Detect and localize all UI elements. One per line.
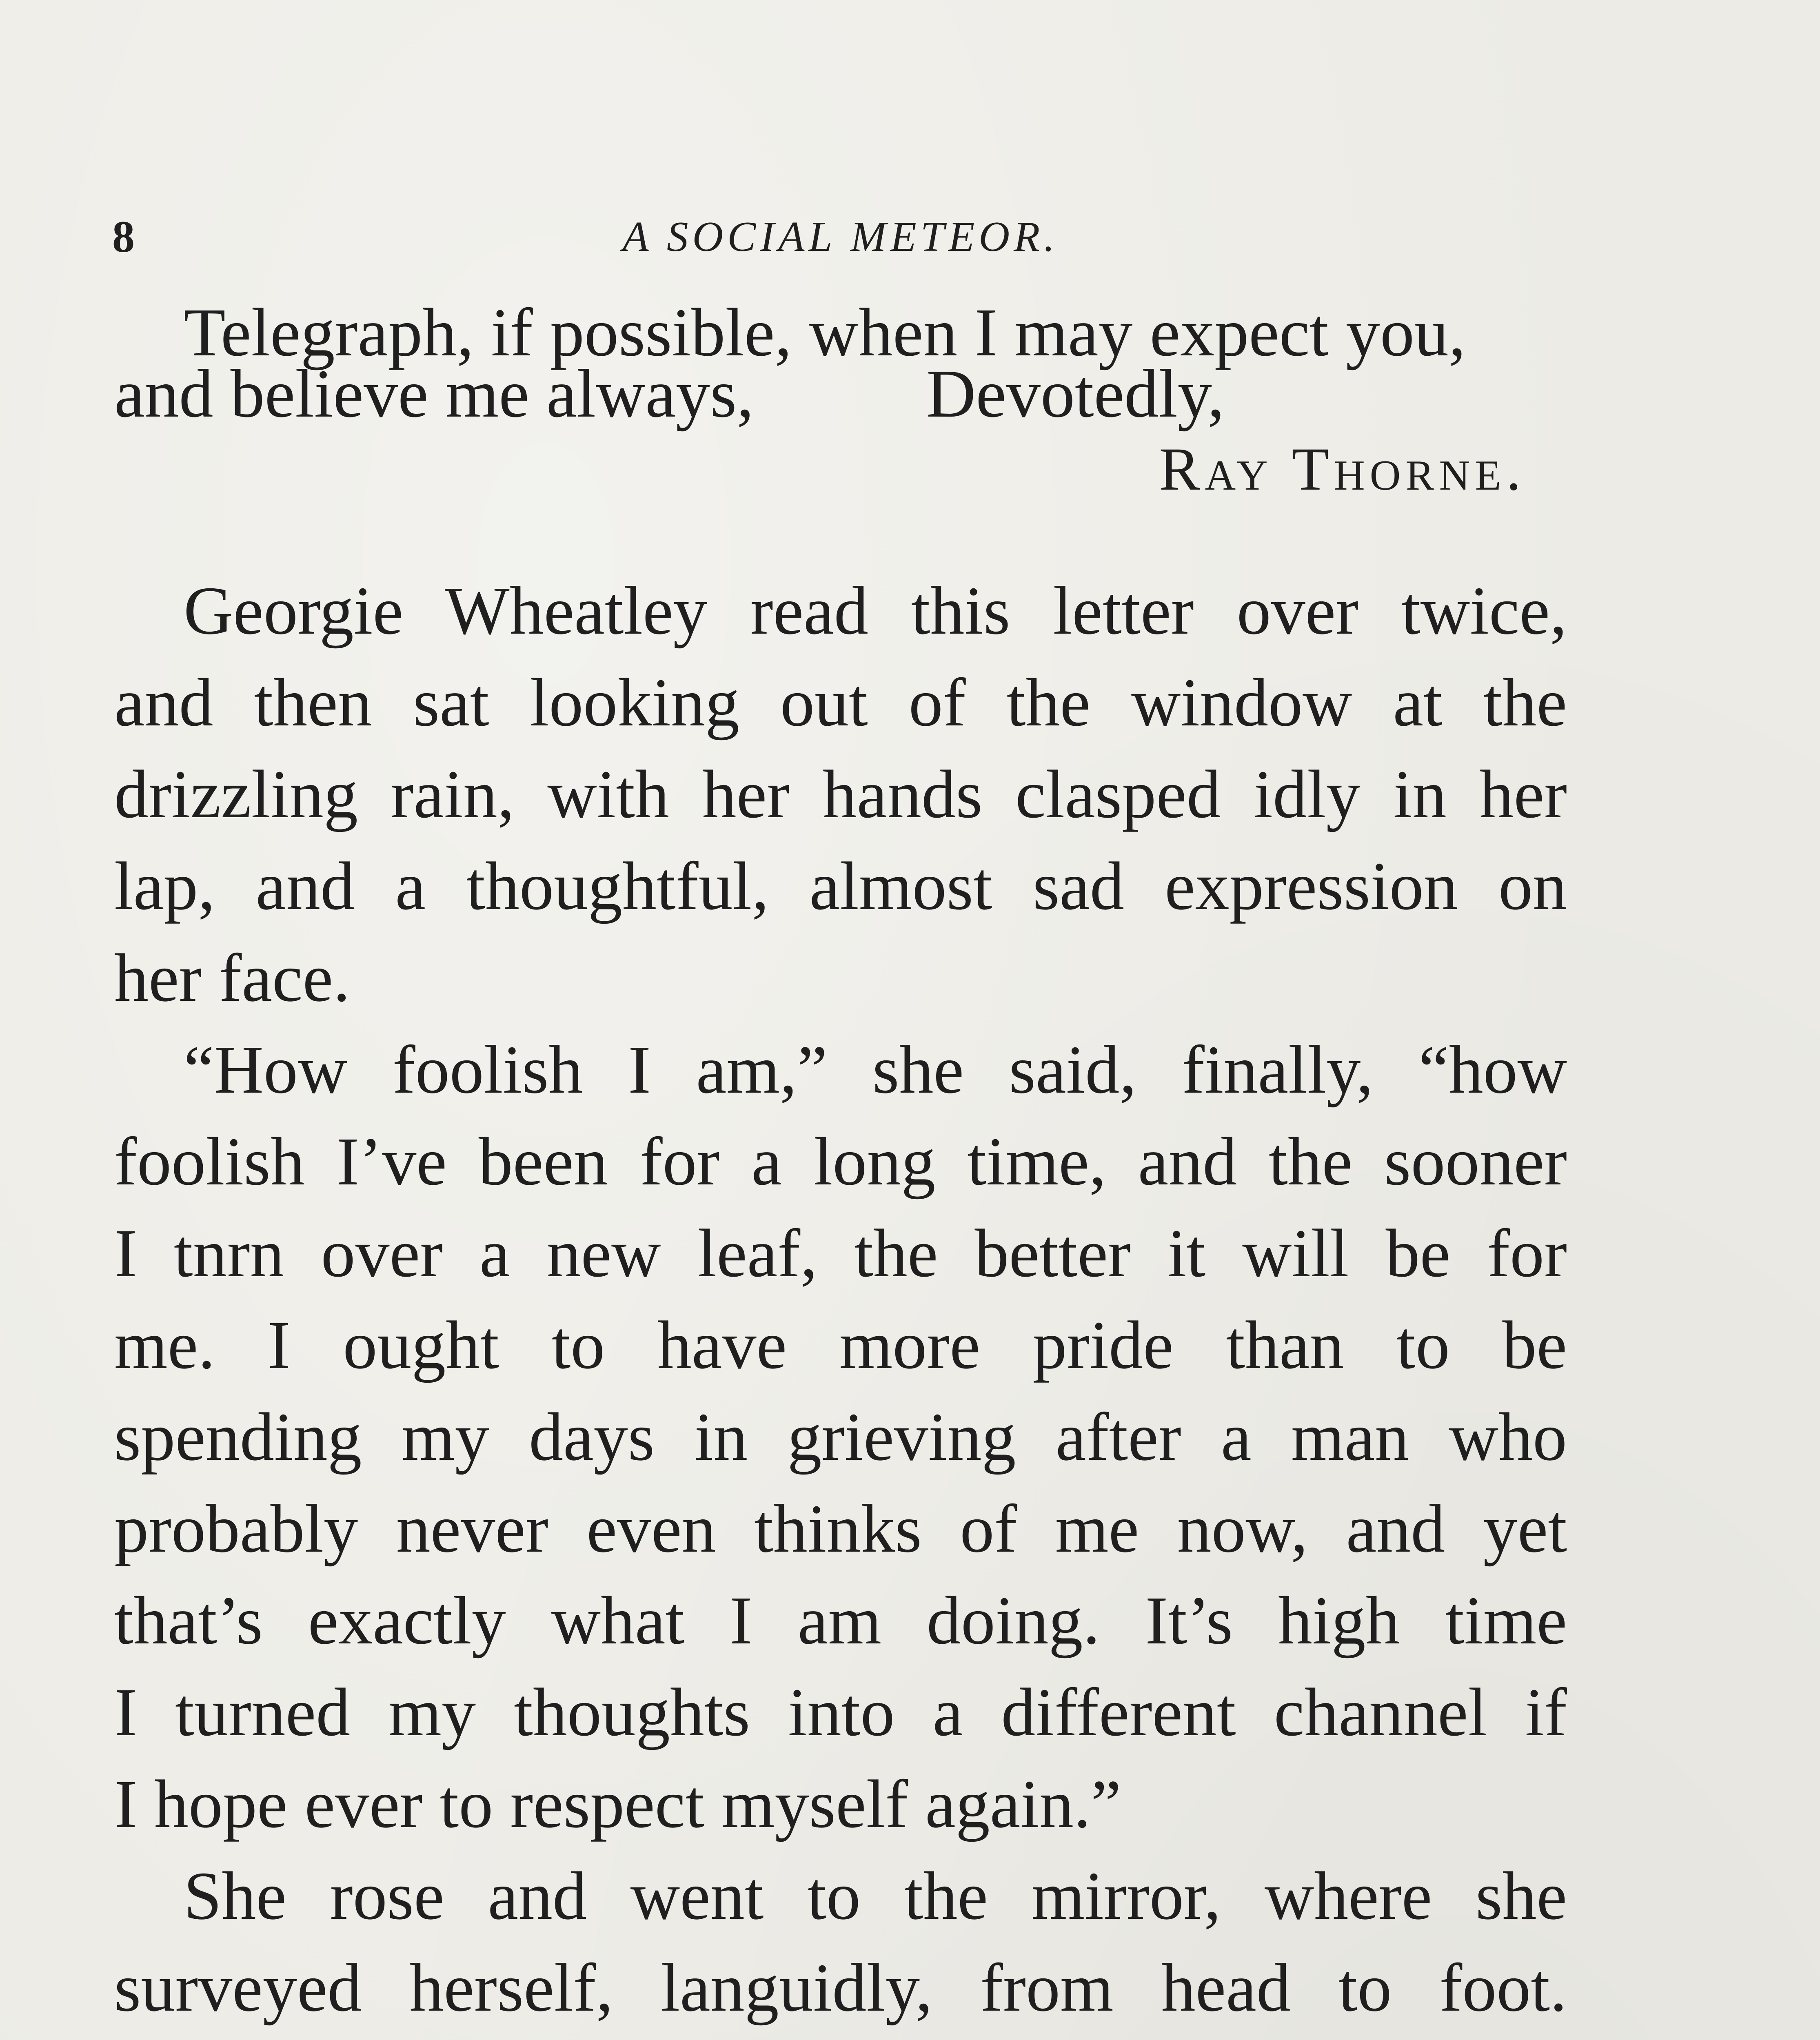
text-line: that’s exactly what I am doing. It’s high time [114, 1583, 1567, 1659]
letter-closing [114, 295, 1567, 432]
text-line: I hope ever to respect myself again.” [114, 1766, 1121, 1842]
paragraph-2 [114, 1024, 1567, 1850]
text-line: Georgie Wheatley read this letter over twice, [184, 573, 1567, 649]
text-line: and then sat looking out of the window at the [114, 665, 1567, 741]
text-line: drizzling rain, with her hands clasped idly in her [114, 756, 1567, 832]
text-line: I tnrn over a new leaf, the better it will be for [114, 1215, 1567, 1291]
text-line: me. I ought to have more pride than to be [114, 1307, 1567, 1383]
text-line: probably never even thinks of me now, and yet [114, 1491, 1567, 1567]
text-line: spending my days in grieving after a man who [114, 1399, 1567, 1475]
text-line: lap, and a thoughtful, almost sad expression on [114, 848, 1567, 924]
paragraph-3 [114, 1850, 1567, 2040]
letter-closing-line-2: and believe me always, [114, 356, 754, 432]
text-line: foolish I’ve been for a long time, and the sooner [114, 1124, 1567, 1200]
letter-signature [114, 424, 1567, 526]
text-line: surveyed herself, languidly, from head to foot. [114, 1950, 1567, 2026]
body-text [114, 295, 1567, 2040]
text-line [114, 2034, 1567, 2040]
running-head: A SOCIAL METEOR. [622, 213, 1059, 260]
text-line: She rose and went to the mirror, where she [184, 1858, 1567, 1934]
text-line: I turned my thoughts into a different channel if [114, 1674, 1567, 1750]
text-line: “How foolish I am,” she said, finally, “how [184, 1032, 1567, 1108]
page-number: 8 [112, 212, 135, 262]
letter-closing-line-1: Telegraph, if possible, when I may expect you, [184, 295, 1466, 370]
page-header [112, 204, 1569, 269]
paragraph-1 [114, 565, 1567, 1024]
letter-valediction: Devotedly, [926, 356, 1225, 432]
signature-name: Ray Thorne. [1159, 435, 1526, 503]
text-line: her face. [114, 940, 351, 1016]
